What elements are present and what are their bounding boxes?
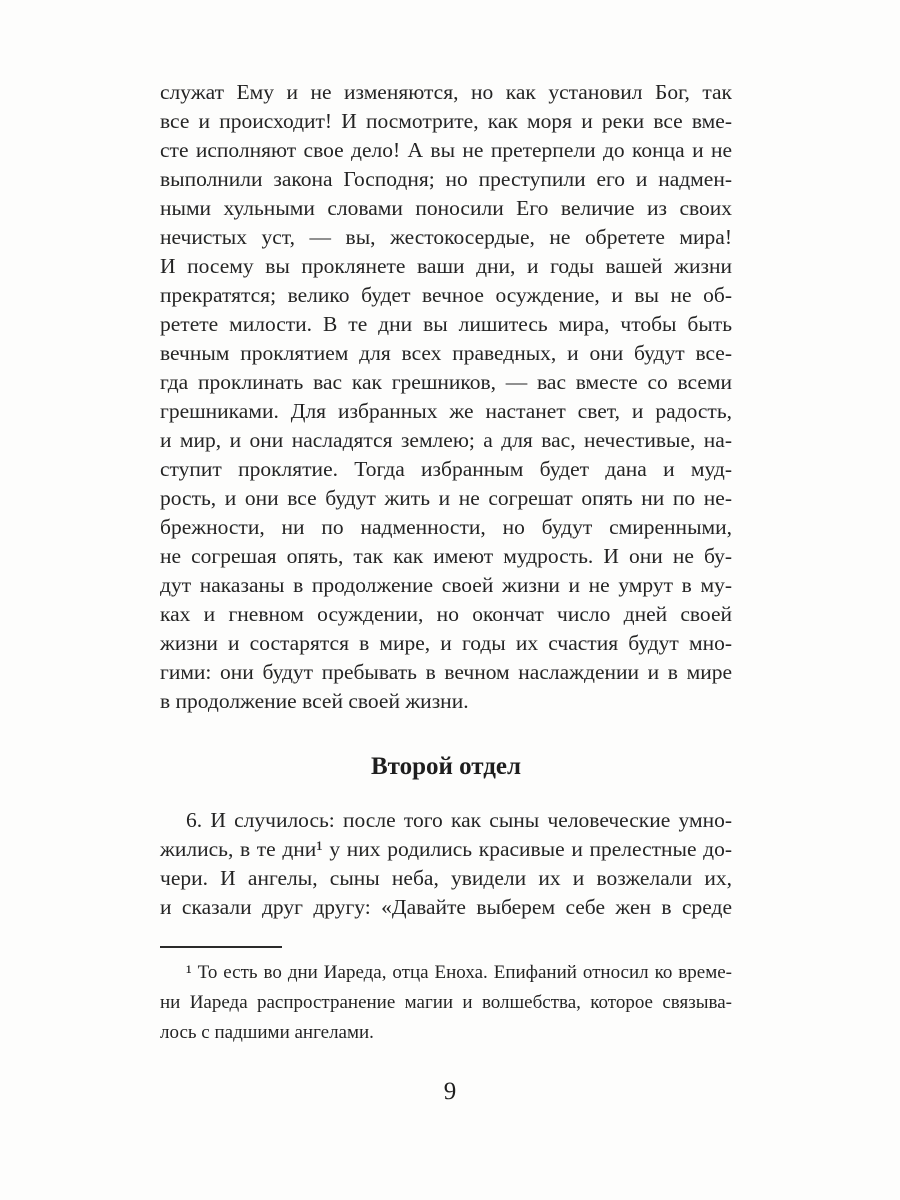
text-line: гда проклинать вас как грешников, — вас вместе со всеми bbox=[160, 370, 732, 394]
text-line: жились, в те дни¹ у них родились красивые и прелестные до- bbox=[160, 837, 732, 861]
text-line: служат Ему и не изменяются, но как установил Бог, так bbox=[160, 80, 732, 104]
text-line: 6. И случилось: после того как сыны человеческие умно- bbox=[186, 808, 732, 832]
footnote-divider bbox=[160, 946, 282, 948]
text-line: и мир, и они насладятся землею; а для вас, нечестивые, на- bbox=[160, 428, 732, 452]
section-heading: Второй отдел bbox=[370, 753, 522, 780]
text-line: прекратятся; велико будет вечное осуждение, и вы не об- bbox=[160, 283, 732, 307]
text-line: дут наказаны в продолжение своей жизни и не умрут в му- bbox=[160, 573, 732, 597]
text-line: ступит проклятие. Тогда избранным будет дана и муд- bbox=[160, 457, 732, 481]
text-line: чери. И ангелы, сыны неба, увидели их и возжелали их, bbox=[160, 866, 732, 890]
text-line: И посему вы проклянете ваши дни, и годы вашей жизни bbox=[160, 254, 732, 278]
text-line: и сказали друг другу: «Давайте выберем себе жен в среде bbox=[160, 895, 732, 919]
text-line: ¹ То есть во дни Иареда, отца Еноха. Епифаний относил ко време- bbox=[186, 962, 732, 983]
text-line: ни Иареда распространение магии и волшебства, которое связыва- bbox=[160, 992, 732, 1013]
footnote bbox=[160, 958, 732, 1048]
text-line: гими: они будут пребывать в вечном наслаждении и в мире bbox=[160, 660, 732, 684]
text-line: сте исполняют свое дело! А вы не претерпели до конца и не bbox=[160, 138, 732, 162]
text-line: ках и гневном осуждении, но окончат число дней своей bbox=[160, 602, 732, 626]
text-line: нечистых уст, — вы, жестокосердые, не обретете мира! bbox=[160, 225, 732, 249]
section6-paragraph bbox=[160, 806, 732, 922]
text-line: жизни и состарятся в мире, и годы их счастия будут мно- bbox=[160, 631, 732, 655]
text-line: брежности, ни по надменности, но будут смиренными, bbox=[160, 515, 732, 539]
continuation-paragraph bbox=[160, 78, 732, 716]
text-line: лось с падшими ангелами. bbox=[160, 1022, 374, 1043]
text-line: выполнили закона Господня; но преступили его и надмен- bbox=[160, 167, 732, 191]
text-line: ретете милости. В те дни вы лишитесь мира, чтобы быть bbox=[160, 312, 732, 336]
text-line: грешниками. Для избранных же настанет свет, и радость, bbox=[160, 399, 732, 423]
text-line: все и происходит! И посмотрите, как моря и реки все вме- bbox=[160, 109, 732, 133]
text-line: в продолжение всей своей жизни. bbox=[160, 689, 469, 713]
text-line: ными хульными словами поносили Его величие из своих bbox=[160, 196, 732, 220]
text-line: вечным проклятием для всех праведных, и они будут все- bbox=[160, 341, 732, 365]
text-line: рость, и они все будут жить и не согрешат опять ни по не- bbox=[160, 486, 732, 510]
page-number: 9 bbox=[443, 1078, 457, 1105]
text-line: не согрешая опять, так как имеют мудрость. И они не бу- bbox=[160, 544, 732, 568]
